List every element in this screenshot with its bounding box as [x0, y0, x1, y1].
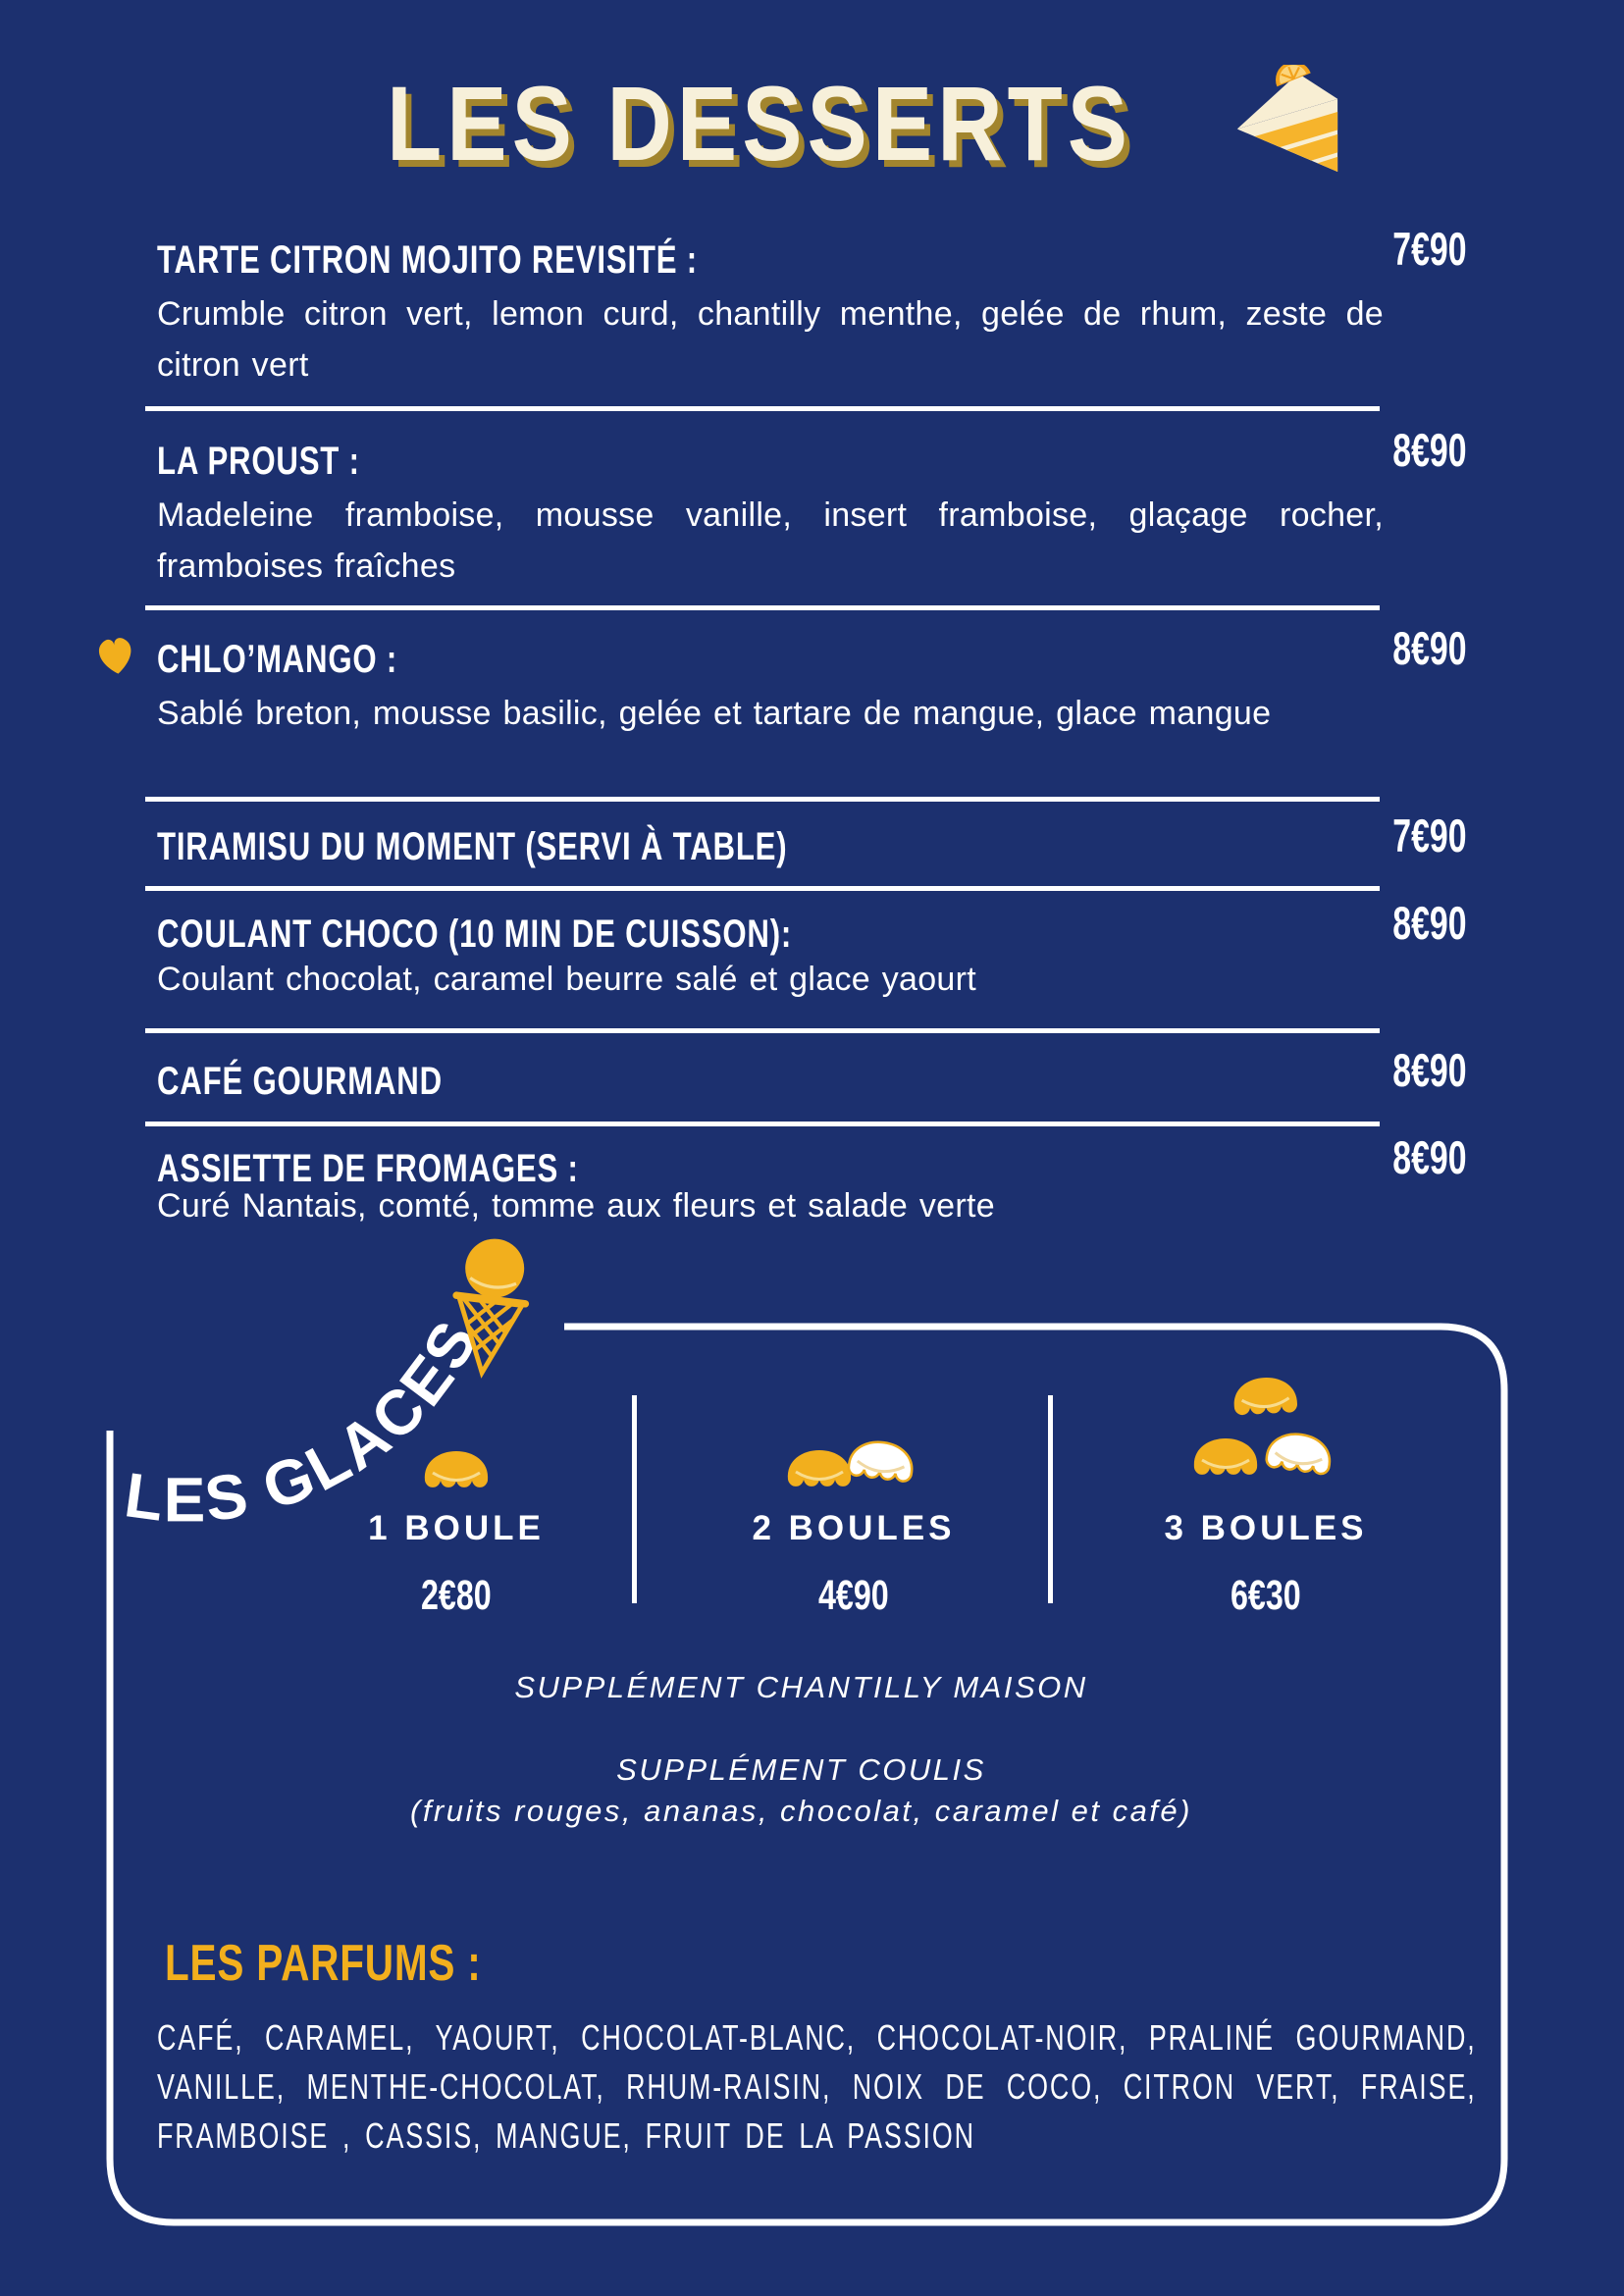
heart-icon — [94, 634, 137, 679]
divider — [145, 1122, 1380, 1126]
dessert-list — [145, 0, 1467, 1276]
item-description: Sablé breton, mousse basilic, gelée et tartare de mangue, glace mangue — [157, 695, 1272, 732]
item-name: CAFÉ GOURMAND — [157, 1060, 443, 1103]
item-price: 8€90 — [1392, 622, 1467, 674]
boule-label: 2 BOULES — [752, 1509, 956, 1547]
item-price: 7€90 — [1392, 223, 1467, 275]
boule-option-1 — [294, 1393, 618, 1620]
supplement-coulis: SUPPLÉMENT COULIS — [616, 1752, 986, 1787]
item-description: Curé Nantais, comté, tomme aux fleurs et salade verte — [157, 1187, 995, 1225]
item-name: TARTE CITRON MOJITO REVISITÉ : — [157, 238, 698, 282]
item-name: LA PROUST : — [157, 440, 360, 483]
boule-price: 4€90 — [818, 1572, 889, 1619]
boule-option-2 — [677, 1393, 1030, 1620]
item-price: 8€90 — [1392, 1131, 1467, 1183]
boule-option-3 — [1079, 1393, 1452, 1620]
column-divider — [1048, 1395, 1053, 1603]
supplement-coulis-detail: (fruits rouges, ananas, chocolat, caramel et café) — [410, 1794, 1192, 1828]
item-description: Coulant chocolat, caramel beurre salé et glace yaourt — [157, 961, 977, 998]
divider — [145, 1028, 1380, 1033]
ice-cream-cone-icon — [438, 1234, 536, 1382]
page-title: LES DESSERTS — [387, 64, 1133, 183]
one-scoop-icon — [294, 1393, 618, 1499]
item-price: 8€90 — [1392, 897, 1467, 949]
boule-label: 3 BOULES — [1164, 1509, 1368, 1547]
glaces-title: LES GLACES — [120, 1307, 493, 1536]
divider — [145, 605, 1380, 610]
column-divider — [632, 1395, 637, 1603]
divider — [145, 406, 1380, 411]
three-scoops-icon — [1079, 1393, 1452, 1499]
item-name: CHLO’MANGO : — [157, 638, 398, 681]
item-price: 8€90 — [1392, 424, 1467, 476]
item-description: Crumble citron vert, lemon curd, chantilly menthe, gelée de rhum, zeste de citron vert — [157, 295, 1384, 384]
item-price: 8€90 — [1392, 1044, 1467, 1096]
boule-price: 2€80 — [421, 1572, 492, 1619]
boule-label: 1 BOULE — [368, 1509, 545, 1547]
item-description: Madeleine framboise, mousse vanille, insert framboise, glaçage rocher, framboises fraîches — [157, 496, 1384, 585]
divider — [145, 797, 1380, 802]
two-scoops-icon — [677, 1393, 1030, 1499]
parfums-title: LES PARFUMS : — [165, 1935, 482, 1992]
divider — [145, 886, 1380, 891]
parfums-list-wrap — [157, 2013, 1477, 2161]
boule-price: 6€30 — [1231, 1572, 1301, 1619]
item-price: 7€90 — [1392, 809, 1467, 861]
supplement-chantilly: SUPPLÉMENT CHANTILLY MAISON — [514, 1670, 1088, 1704]
parfums-list: CAFÉ, CARAMEL, YAOURT, CHOCOLAT-BLANC, CHOCOLAT-NOIR, PRALINÉ GOURMAND, VANILLE, MENTHE-CHOCOLAT, RHUM-RAISIN, NOIX DE COCO, CITRON VERT, FRAISE, FRAMBOISE , CASSIS, MANGUE, FRUIT DE LA PASSION — [157, 2017, 1477, 2156]
item-name: ASSIETTE DE FROMAGES : — [157, 1147, 579, 1190]
item-name: COULANT CHOCO (10 MIN DE CUISSON): — [157, 913, 793, 956]
item-name: TIRAMISU DU MOMENT (SERVI À TABLE) — [157, 825, 788, 868]
